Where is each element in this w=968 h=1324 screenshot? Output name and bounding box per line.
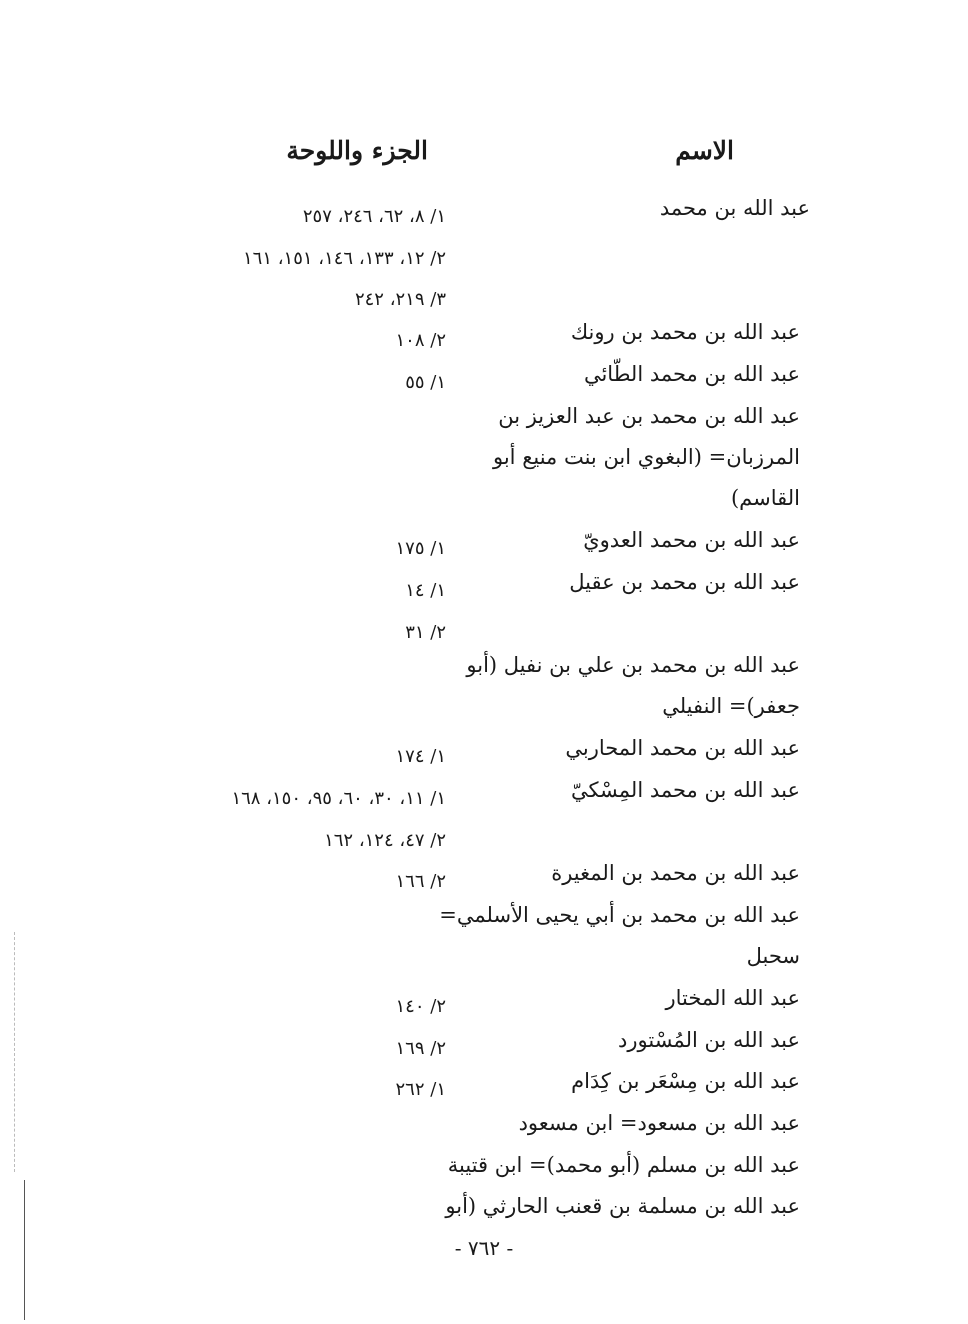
entry-line: عبد الله بن محمد bbox=[659, 196, 810, 220]
entry-line: عبد الله بن محمد المحاربي bbox=[565, 736, 800, 760]
reference: ١/ ١٤ bbox=[405, 580, 446, 601]
reference: ٢/ ٣١ bbox=[405, 622, 446, 643]
index-entry bbox=[460, 354, 800, 395]
reference: ١/ ١١، ٣٠، ٦٠، ٩٥، ١٥٠، ١٦٨ bbox=[231, 788, 446, 809]
page-number: - ٧٦٢ - bbox=[454, 1236, 514, 1260]
reference: ١/ ٢٦٢ bbox=[395, 1079, 446, 1100]
index-entry bbox=[460, 728, 800, 769]
entry-line: عبد الله بن محمد الطّائي bbox=[583, 362, 800, 386]
entry-line: عبد الله بن محمد بن أبي يحيى الأسلمي= bbox=[439, 903, 800, 927]
entry-line: عبد الله بن المُسْتورد bbox=[618, 1028, 800, 1052]
reference: ٢/ ١٠٨ bbox=[395, 330, 446, 351]
entry-line: عبد الله بن مِسْعَر بن كِدَام bbox=[571, 1069, 800, 1093]
index-entry bbox=[460, 312, 800, 353]
entry-line: عبد الله بن محمد بن عبد العزيز بن bbox=[498, 404, 800, 428]
column-header-name: الاسم bbox=[675, 136, 734, 165]
index-entry bbox=[460, 396, 800, 519]
index-entry bbox=[439, 895, 800, 977]
reference: ٣/ ٢١٩، ٢٤٢ bbox=[354, 289, 446, 310]
reference: ٢/ ١٦٦ bbox=[395, 871, 446, 892]
index-entry bbox=[460, 562, 800, 603]
index-entry bbox=[460, 1061, 800, 1102]
reference: ٢/ ٤٧، ١٢٤، ١٦٢ bbox=[324, 830, 446, 851]
index-entry bbox=[460, 978, 800, 1019]
entry-line: عبد الله بن محمد بن عقيل bbox=[569, 570, 800, 594]
entry-line: عبد الله المختار bbox=[665, 986, 800, 1010]
entry-line: المرزبان= (البغوي ابن بنت منيع أبو bbox=[492, 445, 800, 469]
entry-line: جعفر)= النفيلي bbox=[662, 694, 800, 718]
index-entry bbox=[460, 520, 800, 561]
reference: ٢/ ١٤٠ bbox=[395, 996, 446, 1017]
index-entry bbox=[460, 645, 800, 727]
column-header-ref: الجزء واللوحة bbox=[286, 136, 428, 165]
entry-line: عبد الله بن مسلمة بن قعنب الحارثي (أبو bbox=[445, 1194, 800, 1218]
reference: ١/ ٥٥ bbox=[405, 372, 446, 393]
entry-line: عبد الله بن محمد بن رونك bbox=[570, 320, 800, 344]
scan-edge-line bbox=[24, 1180, 25, 1320]
index-entry bbox=[460, 853, 800, 894]
entry-line: عبد الله بن مسعود= ابن مسعود bbox=[518, 1111, 800, 1135]
entry-line: عبد الله بن مسلم (أبو محمد)= ابن قتيبة bbox=[447, 1153, 800, 1177]
index-entry bbox=[460, 188, 810, 229]
entry-line: القاسم) bbox=[730, 486, 800, 510]
index-entry bbox=[460, 770, 800, 811]
index-entry bbox=[445, 1186, 800, 1227]
reference: ٢/ ١٦٩ bbox=[395, 1038, 446, 1059]
reference: ١/ ١٧٤ bbox=[395, 746, 446, 767]
scan-margin-mark bbox=[14, 932, 16, 1172]
entry-line: عبد الله بن محمد المِسْكيّ bbox=[570, 778, 800, 802]
entry-line: عبد الله بن محمد بن علي بن نفيل (أبو bbox=[466, 653, 800, 677]
index-entry bbox=[447, 1145, 800, 1186]
index-entry bbox=[460, 1020, 800, 1061]
entry-line: سحبل bbox=[746, 944, 800, 968]
entry-line: عبد الله بن محمد العدويّ bbox=[583, 528, 800, 552]
reference: ١/ ٨، ٦٢، ٢٤٦، ٢٥٧ bbox=[302, 206, 446, 227]
reference: ١/ ١٧٥ bbox=[395, 538, 446, 559]
reference: ٢/ ١٢، ١٣٣، ١٤٦، ١٥١، ١٦١ bbox=[243, 248, 446, 269]
entry-line: عبد الله بن محمد بن المغيرة bbox=[551, 861, 800, 885]
index-entry bbox=[460, 1103, 800, 1144]
